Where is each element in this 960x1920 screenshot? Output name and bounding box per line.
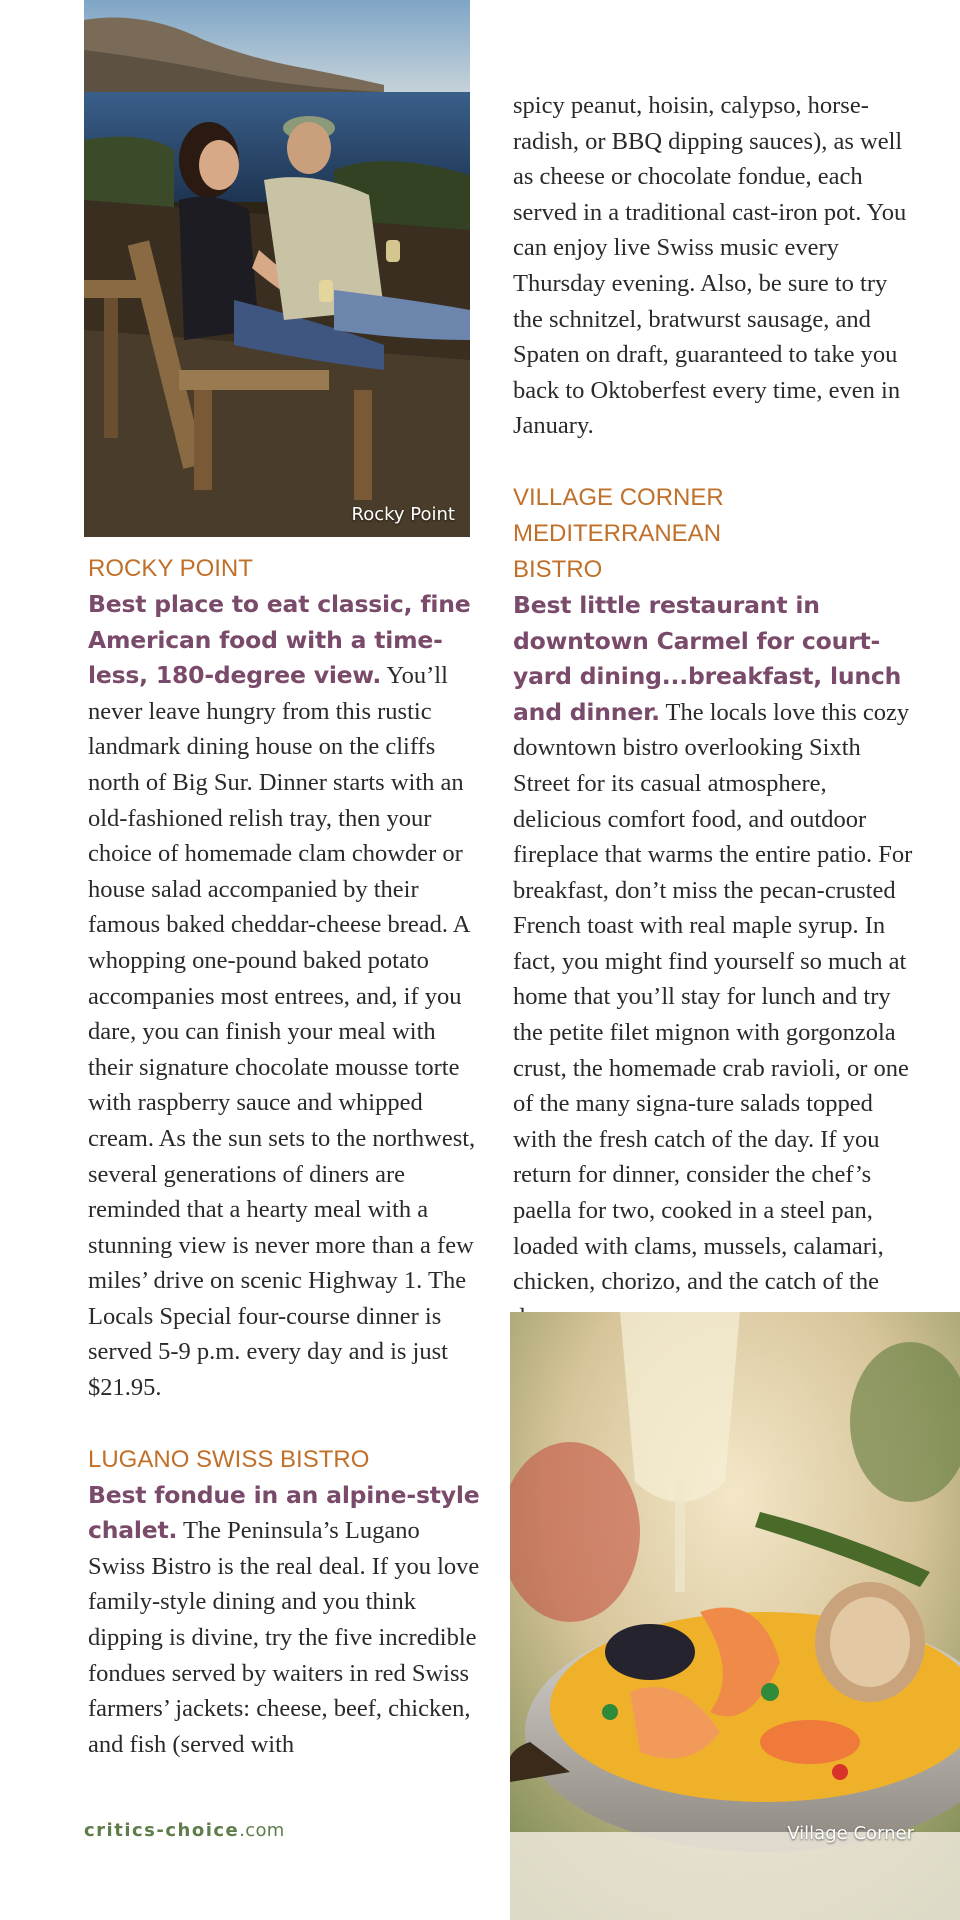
lugano-section (88, 1442, 480, 1763)
footer-brand-bold: critics-choice (84, 1820, 240, 1841)
village-corner-body: The locals love this cozy downtown bistro overlooking Sixth Street for its casual atmosphere, delicious comfort food, and outdoor fireplace that warms the entire patio. For breakfast, don’t miss the pecan-crusted French toast with real maple syrup. In fact, you might find yourself so much at home that you’ll stay for lunch and try the petite filet mignon with gorgonzola crust, the homemade crab ravioli, or one of the many signa-ture salads topped with the fresh catch of the day. If you return for dinner, consider the chef’s paella for two, cooked in a steel pan, loaded with clams, mussels, calamari, chicken, chorizo, and the catch of the (513, 698, 913, 1296)
village-corner-lead: Best little restaurant in downtown Carmel for court-yard dining...breakfast, lunch and dinner. (513, 590, 902, 726)
lugano-text (88, 1478, 480, 1763)
village-corner-photo (510, 1312, 960, 1920)
footer-brand-suffix: .com (239, 1820, 285, 1841)
village-corner-heading: VILLAGE CORNER MEDITERRANEAN BISTRO (513, 483, 724, 583)
village-corner-section (513, 480, 913, 1335)
lugano-lead: Best fondue in an alpine-style chalet. (88, 1480, 480, 1545)
rocky-point-section (88, 551, 480, 1406)
lugano-heading: LUGANO SWISS BISTRO (88, 1445, 370, 1473)
village-corner-photo-caption: Village Corner (787, 1823, 914, 1844)
rocky-point-body: You’ll never leave hungry from this rustic landmark dining house on the cliffs north of Big Sur. Dinner starts with an old-fashioned relish tray, then your choice of homemade clam chowder or house salad accompanied by their famous baked cheddar-cheese bread. A whopping one-pound baked potato accompanies most entrees, and, if you dare, you can finish your meal with their signature chocolate mousse torte with raspberry sauce and whipped cream. As the sun sets to the northwest, several generations of diners are reminded that a hearty meal with a stunning view is never more than a few miles’ drive on scenic Highway 1. The Locals Special four-course dinner is served 5-9 p.m. every day and is just $21.95. (88, 662, 476, 1402)
footer-brand[interactable] (84, 1820, 285, 1841)
lugano-continued-section (513, 88, 913, 444)
left-column (88, 551, 480, 1798)
right-column (513, 88, 913, 1371)
rocky-point-photo (84, 0, 470, 537)
village-corner-text (513, 588, 913, 1335)
rocky-point-photo-caption: Rocky Point (351, 504, 455, 525)
lugano-continued-text: spicy peanut, hoisin, calypso, horse-radish, or BBQ dipping sauces), as well as cheese or chocolate fondue, each served in a traditional cast-iron pot. You can enjoy live Swiss music every Thursday evening. Also, be sure to try the schnitzel, bratwurst sausage, and Spaten on draft, guaranteed to take you back to Oktoberfest every time, even in January. (513, 92, 907, 440)
rocky-point-heading: ROCKY POINT (88, 555, 253, 582)
lugano-body: The Peninsula’s Lugano Swiss Bistro is the real deal. If you love family-style dining and you think dipping is divine, try the five incredible fondues served by waiters in red Swiss farmers’ jackets: cheese, beef, chicken, and fish (served with (88, 1517, 480, 1758)
rocky-point-lead: Best place to eat classic, fine American food with a time-less, 180-degree view. (88, 590, 471, 690)
rocky-point-text (88, 587, 480, 1406)
rocky-point-photo-art (84, 0, 470, 537)
